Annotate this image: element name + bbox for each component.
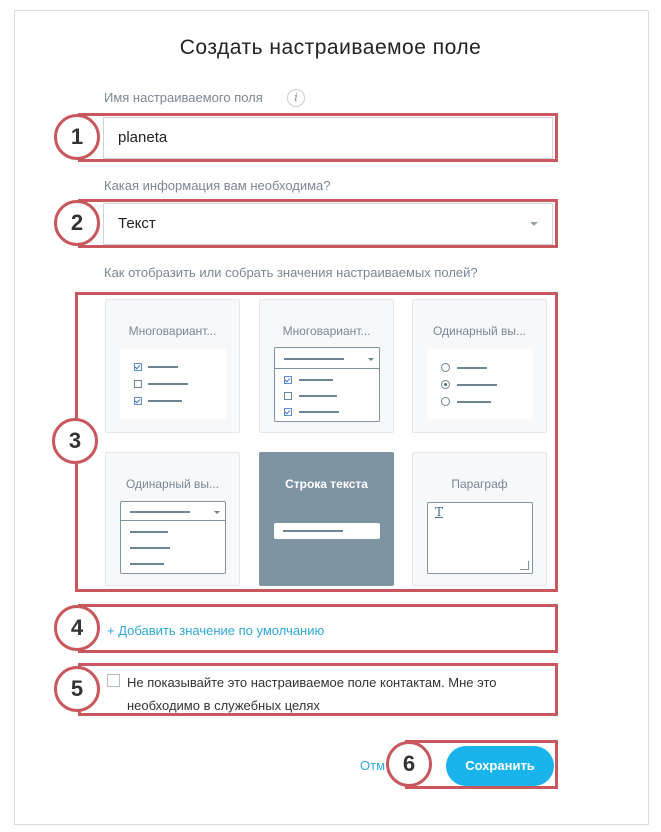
radio-list-icon: [427, 349, 533, 419]
paragraph-icon: [427, 502, 533, 574]
annotation-badge-5: 5: [54, 666, 100, 712]
resize-handle-icon: [520, 561, 529, 570]
type-select[interactable]: [103, 203, 553, 245]
name-field-label: Имя настраиваемого поля: [104, 90, 263, 105]
save-button[interactable]: Сохранить: [446, 746, 554, 786]
name-input[interactable]: planeta: [103, 117, 553, 159]
display-option-single-radio[interactable]: [412, 299, 547, 433]
display-option-label: Многовариант...: [282, 324, 371, 338]
annotation-badge-2: 2: [54, 200, 100, 246]
display-option-paragraph[interactable]: [412, 452, 547, 586]
annotation-badge-1: 1: [54, 114, 100, 160]
display-option-label: Одинарный вы...: [125, 477, 220, 491]
display-option-multi-checkbox[interactable]: [105, 299, 240, 433]
display-label: Как отобразить или собрать значения настраиваемых полей?: [104, 265, 478, 280]
dropdown-list-icon: [120, 501, 226, 574]
info-icon[interactable]: i: [287, 89, 305, 107]
cancel-button[interactable]: Отм: [360, 758, 386, 773]
display-option-label: Одинарный вы...: [432, 324, 527, 338]
text-line-icon: [274, 523, 380, 539]
display-option-text-line[interactable]: [259, 452, 394, 586]
hide-from-contacts-checkbox[interactable]: [107, 674, 120, 687]
checkbox-list-icon: [120, 349, 226, 419]
display-option-label: Строка текста: [285, 477, 368, 491]
add-default-value-link[interactable]: + Добавить значение по умолчанию: [107, 623, 325, 638]
display-option-multi-dropdown[interactable]: [259, 299, 394, 433]
type-field-label: Какая информация вам необходима?: [104, 178, 331, 193]
text-cursor-icon: T: [435, 505, 444, 519]
hide-from-contacts-label: Не показывайте это настраиваемое поле контактам. Мне это необходимо в служебных целях: [127, 675, 497, 713]
type-select-value: Текст: [118, 215, 156, 232]
display-option-label: Параграф: [451, 477, 508, 491]
dropdown-checkbox-icon: [274, 347, 380, 422]
annotation-badge-3: 3: [52, 418, 98, 464]
display-option-label: Многовариант...: [128, 324, 217, 338]
chevron-down-icon: [530, 222, 538, 226]
annotation-badge-6: 6: [386, 741, 432, 787]
annotation-badge-4: 4: [54, 605, 100, 651]
dialog-title: Создать настраиваемое поле: [179, 36, 482, 59]
display-option-single-dropdown[interactable]: [105, 452, 240, 586]
